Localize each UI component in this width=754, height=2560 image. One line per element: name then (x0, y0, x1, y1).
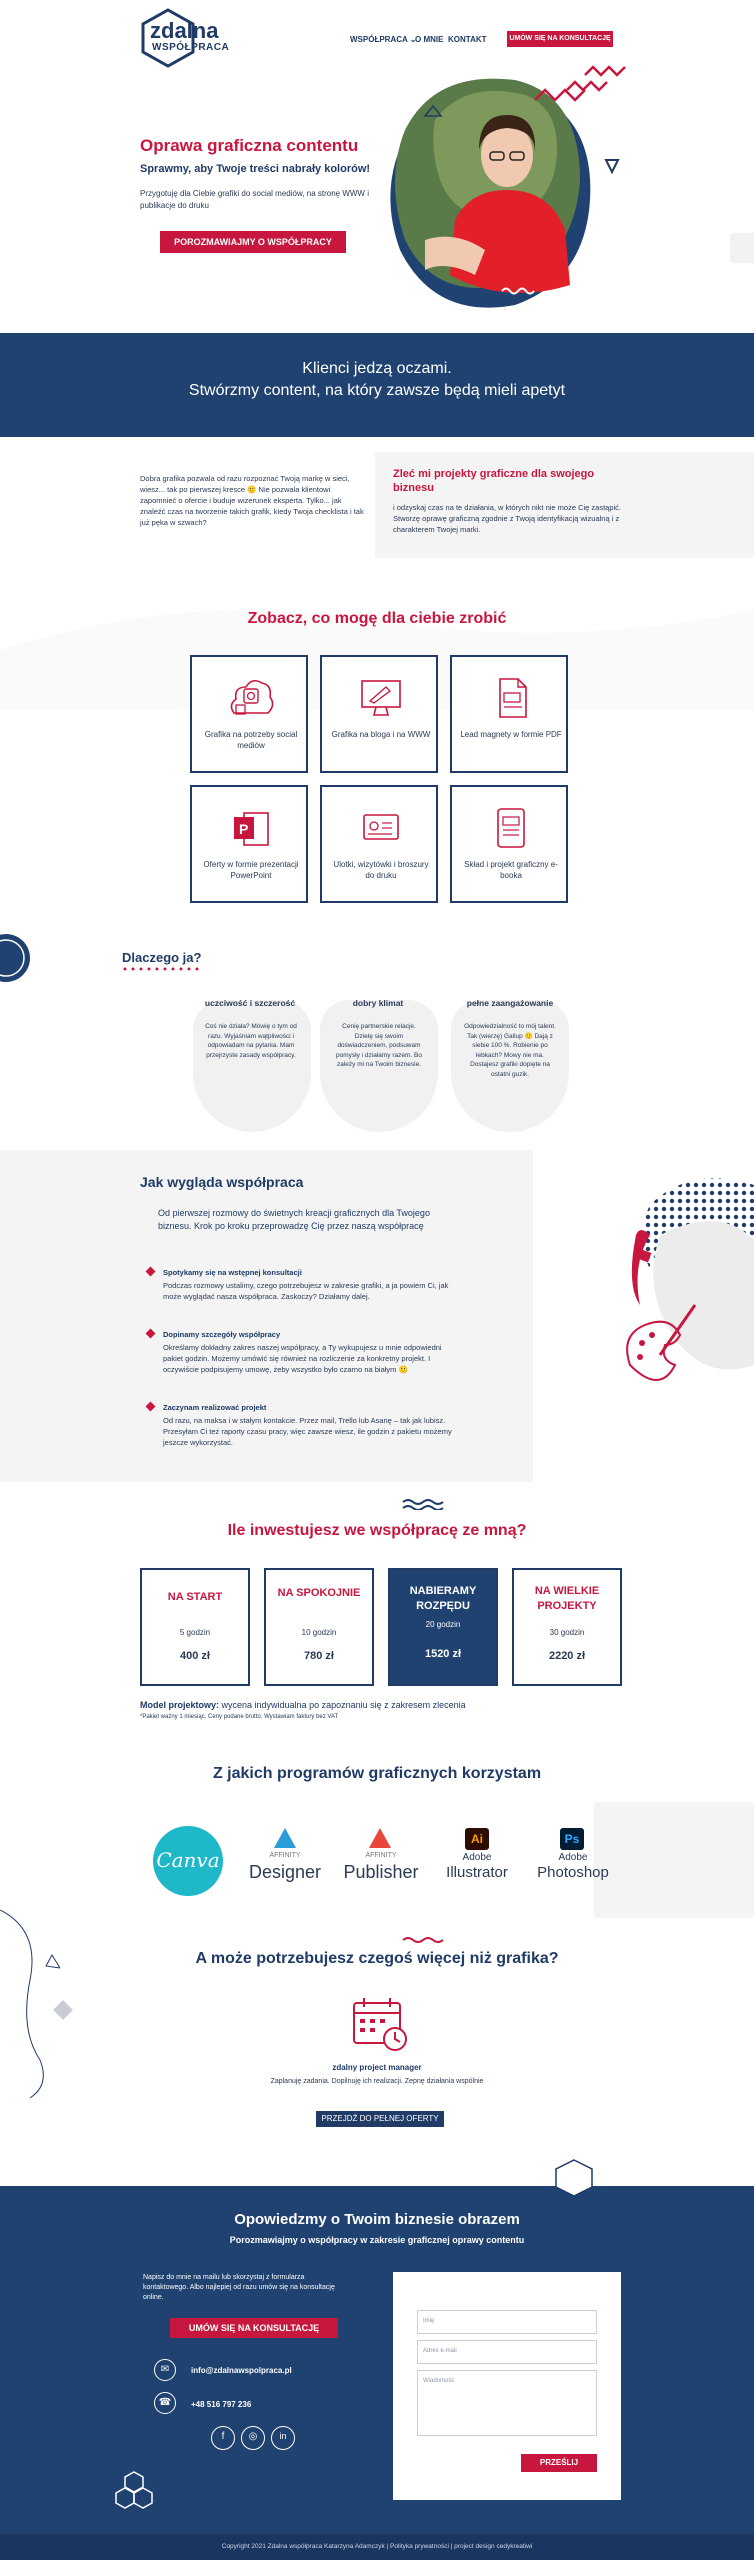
service-card-print[interactable] (320, 785, 438, 903)
why-col-text: Coś nie działa? Mówię o tym od razu. Wyjaśniam wątpliwości i odpowiadam na pytania. Mam przejrzyste zasady współpracy. (205, 1023, 297, 1059)
hero-subtitle: Sprawmy, aby Twoje treści nabrały kolorów! (140, 163, 371, 175)
step-title: Spotykamy się na wstępnej konsultacji (163, 1268, 302, 1277)
price-card-wielkie[interactable] (512, 1568, 622, 1686)
price-plan-hours: 10 godzin (301, 1628, 337, 1637)
intro-left-text: Dobra grafika pozwala od razu rozpoznać Twoją markę w sieci, wiesz... tak po pierwszej kresce 🙂 Nie pozwala klientowi zapomnieć o ofercie i buduje wizerunek eksperta. Tylko... jak znaleźć czas na tworzenie takich grafik, kiedy Twoja checklista i tak już pęka w szwach? (140, 474, 364, 527)
service-card-ebook[interactable] (450, 785, 568, 903)
services-title: Zobacz, co mogę dla ciebie zrobić (247, 610, 507, 627)
wave-decor-icon (401, 1935, 445, 1945)
price-plan-amount: 780 zł (304, 1650, 334, 1662)
hero-photo (375, 60, 605, 315)
photoshop-name: Photoshop (537, 1864, 609, 1881)
palette-decor-icon (620, 1165, 754, 1415)
contact-title: Opowiedzmy o Twoim biznesie obrazem (234, 2211, 520, 2228)
service-card-pdf[interactable] (450, 655, 568, 773)
why-col-title: dobry klimat (352, 998, 404, 1008)
step-text: Określamy dokładny zakres naszej współpracy, a Ty wykupujesz u mnie odpowiedni pakiet godzin. Możemy umówić się również na rozliczenie za konkretny projekt. I oczywiście podpisujemy umowę, żeby wszystko było czarno na białym 🙂 (163, 1343, 442, 1374)
pdf-icon (486, 675, 536, 721)
triangle-decor-icon (604, 158, 620, 174)
business-card-icon (356, 805, 406, 851)
wave-decor-icon (401, 1498, 445, 1510)
illustrator-name: Illustrator (446, 1864, 508, 1881)
price-card-rozpedu[interactable] (388, 1568, 498, 1686)
price-plan-amount: 2220 zł (548, 1650, 586, 1662)
submit-button[interactable]: PRZEŚLIJ (521, 2454, 597, 2472)
pricing-model (140, 1700, 466, 1710)
pricing-footnote: *Pakiet ważny 1 miesiąc. Ceny podane brutto. Wystawiam faktury bez VAT (140, 1714, 339, 1720)
pricing-model-text: wycena indywidualna po zapoznaniu się z zakresem zlecenia (219, 1700, 466, 1710)
name-field[interactable]: Imię (417, 2310, 597, 2334)
adobe-label: Adobe (558, 1852, 588, 1863)
affinity-publisher-icon (368, 1827, 392, 1849)
contact-text: Napisz do mnie na mailu lub skorzystaj z formularza kontaktowego. Albo najlepiej od razu umów się na konsultację online. (143, 2274, 335, 2301)
zigzag-decor-icon (565, 55, 635, 95)
service-card-social[interactable] (190, 655, 308, 773)
instagram-icon[interactable]: ◎ (241, 2426, 265, 2450)
wave-decor-icon (500, 285, 540, 297)
contact-phone[interactable]: +48 516 797 236 (191, 2400, 252, 2409)
logo-subtext: WSPÓŁPRACA (152, 42, 230, 53)
svg-text:P: P (239, 821, 249, 837)
illustrator-icon: Ai (465, 1828, 489, 1850)
price-plan-hours: 20 godzin (425, 1620, 461, 1629)
pm-label: zdalny project manager (332, 2063, 422, 2072)
message-field[interactable]: Wiadomość (417, 2370, 597, 2436)
affinity-label: AFFINITY (365, 1852, 397, 1859)
nav-item-wspolpraca[interactable]: WSPÓŁPRACA ⌄ (350, 35, 417, 44)
logo-text[interactable]: zdalna (150, 18, 219, 43)
intro-right-text: i odzyskaj czas na te działania, w których nikt nie może Cię zastąpić. Stworzę oprawę graficzną zgodnie z Twoją identyfikacją wizualną i z charakterem Twojej marki. (393, 503, 622, 534)
service-card-label: Lead magnety w formie PDF (460, 730, 562, 739)
price-plan-name: NABIERAMY ROZPĘDU (409, 1585, 477, 1612)
contact-consultation-button[interactable]: UMÓW SIĘ NA KONSULTACJĘ (170, 2318, 338, 2338)
triangle-decor-icon (423, 104, 443, 118)
intro-right-title: Zleć mi projekty graficzne dla swojego biznesu (393, 468, 595, 494)
social-media-icon (226, 675, 276, 721)
pricing-model-label: Model projektowy: (140, 1700, 220, 1710)
service-card-label: Ulotki, wizytówki i broszury do druku (333, 860, 429, 880)
programs-background (594, 1802, 754, 1918)
contact-email[interactable]: info@zdalnawspolpraca.pl (191, 2366, 292, 2375)
hexagons-decor-icon (110, 2460, 170, 2510)
price-plan-name: NA WIELKIE PROJEKTY (534, 1585, 600, 1612)
hero-title: Oprawa graficzna contentu (140, 136, 359, 155)
calendar-icon (350, 1995, 410, 2053)
price-plan-name: NA START (167, 1591, 223, 1603)
facebook-icon[interactable]: f (211, 2426, 235, 2450)
recaptcha-badge[interactable] (730, 233, 754, 263)
affinity-designer-name: Designer (248, 1862, 322, 1882)
step-text: Od razu, na maksa i w stałym kontakcie. Przez mail, Trello lub Asanę – tak jak lubisz. Przesyłam Ci też raporty czasu pracy, więc zawsze wiesz, ile godzin z pakietu możemy jeszcze wykorzystać. (163, 1416, 452, 1447)
affinity-designer-icon (273, 1827, 297, 1849)
phone-icon: ☎ (154, 2392, 176, 2414)
pm-text: Zaplanuję zadania. Dopilnuję ich realizacji. Zepnę działania wspólnie (270, 2078, 484, 2085)
powerpoint-icon (226, 805, 276, 851)
pm-offer-button[interactable]: PRZEJDŹ DO PEŁNEJ OFERTY (316, 2111, 444, 2127)
consultation-header-button[interactable]: UMÓW SIĘ NA KONSULTACJĘ (507, 31, 613, 47)
cooperation-title: Jak wygląda współpraca (140, 1174, 304, 1190)
nav-item-kontakt[interactable]: KONTAKT (448, 35, 487, 44)
affinity-publisher-name: Publisher (343, 1862, 419, 1882)
ebook-icon (486, 805, 536, 851)
price-card-spokojnie[interactable] (264, 1568, 374, 1686)
linkedin-icon[interactable]: in (271, 2426, 295, 2450)
price-plan-amount: 1520 zł (424, 1648, 462, 1660)
banner-line2: Stwórzmy content, na który zawsze będą mieli apetyt (188, 382, 566, 399)
contact-form (393, 2272, 621, 2500)
service-card-label: Grafika na potrzeby social mediów (204, 730, 298, 750)
banner-text (0, 358, 754, 402)
email-field[interactable]: Adres e-mail (417, 2340, 597, 2364)
nav-item-o-mnie[interactable]: O MNIE (415, 35, 444, 44)
price-card-start[interactable] (140, 1568, 250, 1686)
hexagon-decor-icon (553, 2158, 595, 2198)
price-plan-hours: 5 godzin (179, 1628, 211, 1637)
banner-line1: Klienci jedzą oczami. (302, 360, 452, 377)
programs-title: Z jakich programów graficznych korzystam (212, 1765, 542, 1782)
service-card-blog[interactable] (320, 655, 438, 773)
footer-copyright: Copyright 2021 Zdalna współpraca Katarzyna Adamczyk | Polityka prywatności | project design cedykreatiwi (0, 2534, 754, 2560)
hero-text: Przygotuję dla Ciebie grafiki do social mediów, na stronę WWW i publikacje do druku (140, 189, 369, 210)
service-card-label: Grafika na bloga i na WWW (331, 730, 431, 739)
dots-decor-icon (122, 966, 202, 972)
hero-cta-button[interactable]: POROZMAWIAJMY O WSPÓŁPRACY (160, 231, 346, 253)
affinity-label: AFFINITY (269, 1852, 301, 1859)
service-card-label: Skład i projekt graficzny e-booka (464, 860, 558, 880)
step-title: Dopinamy szczegóły współpracy (163, 1330, 281, 1339)
cooperation-intro: Od pierwszej rozmowy do świetnych kreacji graficznych dla Twojego biznesu. Krok po kroku przeprowadzę Cię przez naszą współpracę (158, 1208, 430, 1231)
pricing-title: Ile inwestujesz we współpracę ze mną? (227, 1522, 527, 1539)
canva-logo-text: Canva (156, 1848, 220, 1872)
why-col-title: uczciwość i szczerość (204, 998, 296, 1008)
adobe-label: Adobe (462, 1852, 492, 1863)
why-blob (193, 1000, 311, 1132)
why-col-text: Odpowiedzialność to mój talent. Tak (wierzę) Gallup 🙂 Dają z siebie 100 %. Robienie po łebkach? Mowy nie ma. Dostajesz grafiki dopięte na ostatni guzik. (464, 1023, 556, 1078)
step-text: Podczas rozmowy ustalimy, czego potrzebujesz w zakresie grafiki, a ja powiem Ci, jak może wyglądać nasza współpraca. Zaskoczy? Działamy dalej. (163, 1281, 449, 1301)
step-title: Zaczynam realizować projekt (163, 1403, 267, 1412)
photoshop-icon: Ps (560, 1828, 584, 1850)
service-card-powerpoint[interactable] (190, 785, 308, 903)
why-title: Dlaczego ja? (122, 950, 202, 965)
price-plan-name: NA SPOKOJNIE (277, 1587, 361, 1599)
monitor-design-icon (356, 675, 406, 721)
circle-decor-icon (0, 928, 36, 988)
service-card-label: Oferty w formie prezentacji PowerPoint (203, 860, 299, 880)
email-icon: ✉ (154, 2359, 176, 2381)
why-col-text: Cenię partnerskie relacje. Dzielę się swoim doświadczeniem, podsuwam pomysły i działamy razem. Bo zależy mi na Twoim biznesie. (336, 1023, 422, 1068)
pm-title: A może potrzebujesz czegoś więcej niż grafika? (195, 1950, 559, 1967)
price-plan-hours: 30 godzin (549, 1628, 585, 1637)
why-col-title: pełne zaangażowanie (466, 998, 554, 1008)
contact-subtitle: Porozmawiajmy o współpracy w zakresie graficznej oprawy contentu (229, 2235, 525, 2245)
price-plan-amount: 400 zł (180, 1650, 210, 1662)
